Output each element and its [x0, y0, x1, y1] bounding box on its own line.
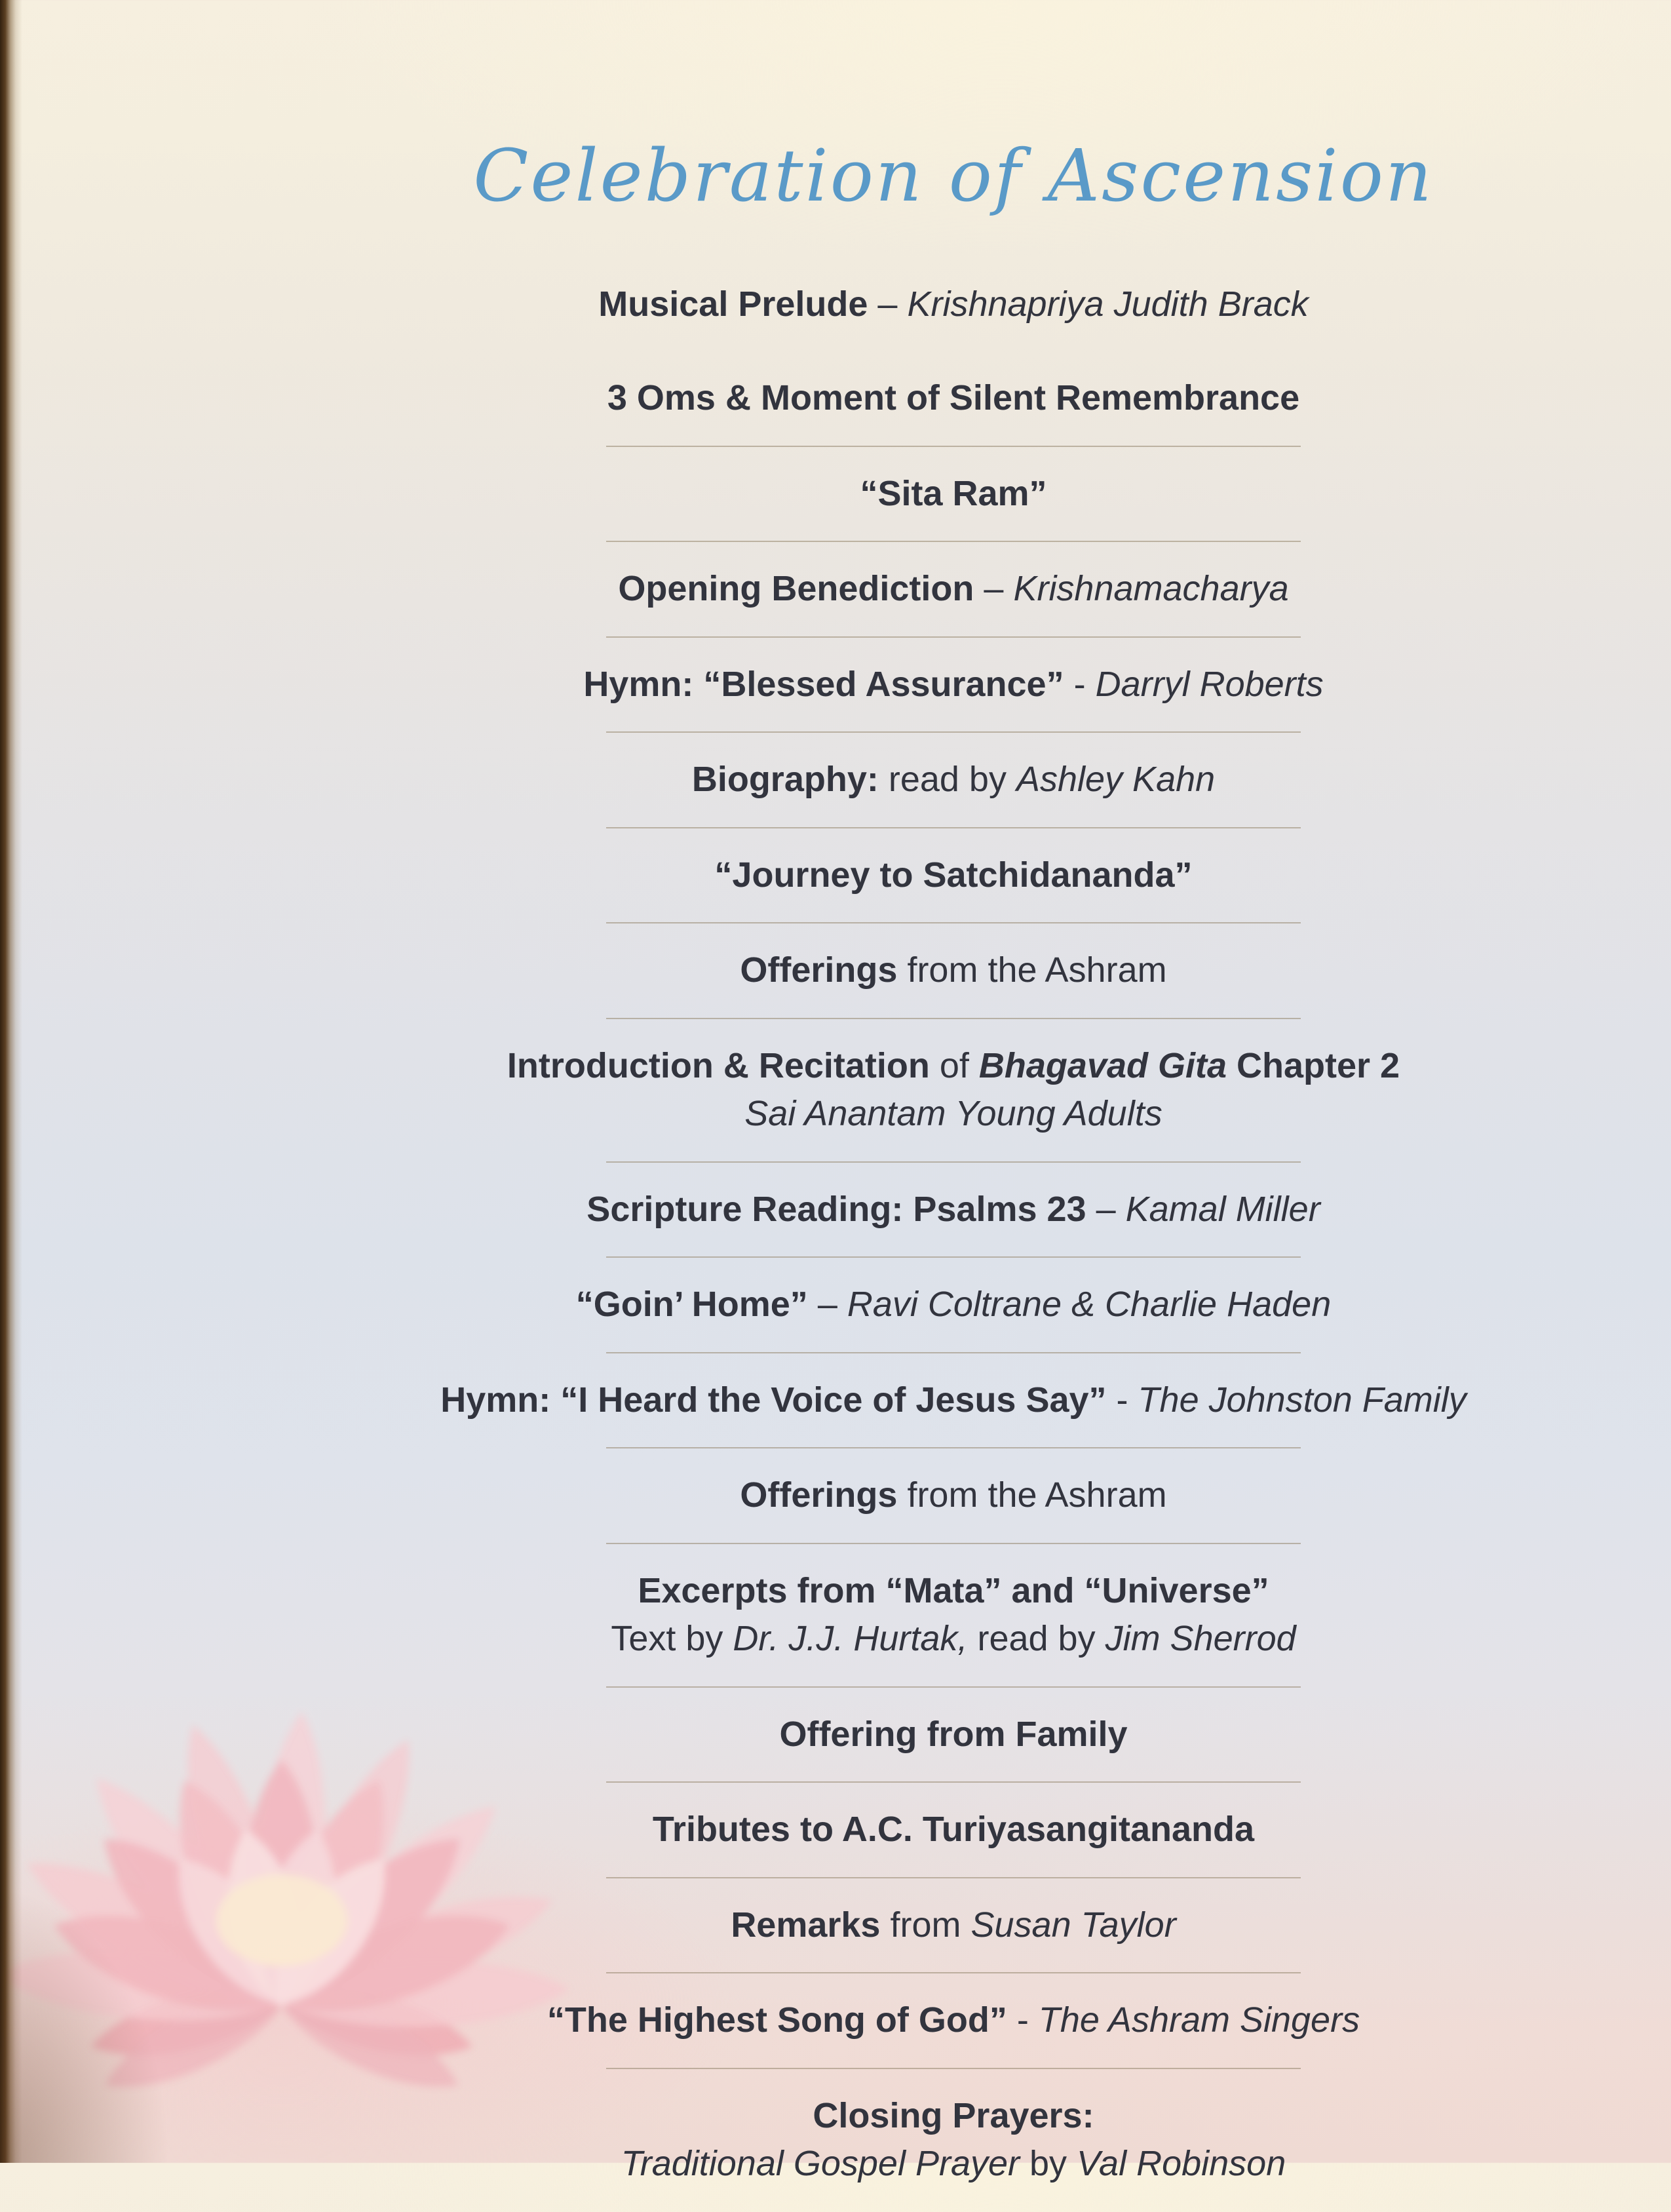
program-text-segment: -	[1106, 1380, 1138, 1420]
program-item	[236, 923, 1671, 1018]
program-text-segment: Hymn: “Blessed Assurance”	[583, 664, 1064, 704]
program-text-segment: from	[880, 1905, 971, 1945]
program-item-line	[236, 758, 1671, 802]
program-text-segment: Scripture Reading: Psalms 23	[586, 1189, 1086, 1229]
program-text-segment: Sai Anantam Young Adults	[744, 1094, 1162, 1133]
program-text-segment: Excerpts from “Mata” and “Universe”	[638, 1570, 1269, 1610]
program-text-segment: read by	[878, 760, 1016, 799]
program-text-segment: “Journey to Satchidananda”	[714, 855, 1193, 895]
program-text-segment: Offering from Family	[779, 1714, 1128, 1754]
program-item	[236, 1973, 1671, 2068]
program-text-segment: Chapter 2	[1227, 1045, 1400, 1085]
program-item	[236, 1163, 1671, 1257]
program-text-segment: “The Highest Song of God”	[547, 2000, 1007, 2040]
program-text-segment: Biography:	[691, 760, 879, 799]
program-text-segment: “Goin’ Home”	[575, 1285, 808, 1324]
program-text-segment: 3 Oms & Moment of Silent Remembrance	[607, 378, 1300, 417]
program-item	[236, 1544, 1671, 1686]
program-text-segment: from the Ashram	[897, 950, 1167, 990]
program-item-line	[236, 1092, 1671, 1136]
program-item	[236, 447, 1671, 541]
program-item-line	[236, 663, 1671, 707]
program-text-segment: The Johnston Family	[1138, 1380, 1467, 1420]
program-item	[236, 1688, 1671, 1782]
program-item-line	[236, 1473, 1671, 1518]
program-item-line	[236, 2142, 1671, 2186]
program-text-segment: Tributes to A.C. Turiyasangitananda	[652, 1810, 1255, 1849]
program-item-line	[236, 1617, 1671, 1661]
program-item	[236, 1019, 1671, 1161]
binding-edge-corner	[0, 1888, 170, 2163]
program-item-line	[236, 948, 1671, 993]
program-text-segment: Jim Sherrod	[1105, 1619, 1296, 1658]
program-item-line	[236, 1283, 1671, 1327]
program-item	[236, 542, 1671, 636]
program-item	[236, 1448, 1671, 1543]
program-text-segment: –	[868, 284, 908, 324]
program-text-segment: Dr. J.J. Hurtak,	[733, 1619, 968, 1658]
program-item	[236, 1258, 1671, 1352]
program-text-segment: Opening Benediction	[618, 569, 974, 608]
program-text-segment: The Ashram Singers	[1038, 2000, 1360, 2040]
program-text-segment: Traditional Gospel Prayer	[621, 2144, 1020, 2183]
program-text-segment: Introduction & Recitation	[507, 1045, 930, 1085]
program-item-line	[236, 282, 1671, 327]
program-text-segment: Closing Prayers:	[813, 2095, 1094, 2135]
program-text-segment: Offerings	[740, 950, 898, 990]
program-text-segment: Text by	[611, 1619, 733, 1658]
program-text-segment: –	[1086, 1189, 1126, 1229]
program-text-segment: from the Ashram	[897, 1475, 1167, 1515]
program-text-segment: Ashley Kahn	[1016, 760, 1216, 799]
program-text-segment: -	[1007, 2000, 1039, 2040]
program-text-segment: Susan Taylor	[970, 1905, 1176, 1945]
program-item	[236, 733, 1671, 827]
program-text-segment: Musical Prelude	[598, 284, 868, 324]
program-item-line	[236, 2094, 1671, 2139]
page-title: Celebration of Ascension	[473, 134, 1434, 218]
program-item-line	[236, 376, 1671, 421]
program-text-segment: “Sita Ram”	[860, 473, 1047, 513]
program-item-line	[236, 1044, 1671, 1089]
program-text-segment: by	[1020, 2144, 1077, 2183]
program-text-segment: Ravi Coltrane & Charlie Haden	[847, 1285, 1332, 1324]
program-item-line	[236, 1569, 1671, 1614]
program-text-segment: Darryl Roberts	[1095, 664, 1324, 704]
program-item-line	[236, 853, 1671, 898]
program-item	[236, 258, 1671, 352]
program-item-line	[236, 1903, 1671, 1948]
program-item-line	[236, 472, 1671, 516]
program-text-segment: Krishnamacharya	[1013, 569, 1289, 608]
program-item-line	[236, 1188, 1671, 1232]
program-list	[236, 258, 1671, 2211]
program-text-segment: Hymn: “I Heard the Voice of Jesus Say”	[440, 1380, 1107, 1420]
program-item-line	[236, 1998, 1671, 2043]
program-item	[236, 828, 1671, 923]
program-text-segment: Bhagavad Gita	[978, 1045, 1227, 1085]
program-text-segment: Offerings	[740, 1475, 898, 1515]
program-text-segment: Krishnapriya Judith Brack	[907, 284, 1309, 324]
program-item-line	[236, 567, 1671, 611]
program-text-segment: read by	[967, 1619, 1105, 1658]
binding-edge	[0, 0, 22, 2163]
program-content	[236, 0, 1671, 2211]
program-text-segment: -	[1064, 664, 1096, 704]
program-item	[236, 351, 1671, 446]
program-text-segment: –	[974, 569, 1014, 608]
program-item	[236, 2069, 1671, 2211]
program-text-segment: Remarks	[731, 1905, 881, 1945]
program-text-segment: Val Robinson	[1077, 2144, 1286, 2183]
program-item-line	[236, 1378, 1671, 1423]
program-item	[236, 1878, 1671, 1973]
program-text-segment: –	[807, 1285, 847, 1324]
program-text-segment: of	[929, 1045, 979, 1085]
program-item-line	[236, 1713, 1671, 1757]
program-item	[236, 638, 1671, 732]
program-text-segment: Kamal Miller	[1125, 1189, 1320, 1229]
program-item-line	[236, 1808, 1671, 1852]
program-item	[236, 1353, 1671, 1448]
program-item	[236, 1783, 1671, 1877]
